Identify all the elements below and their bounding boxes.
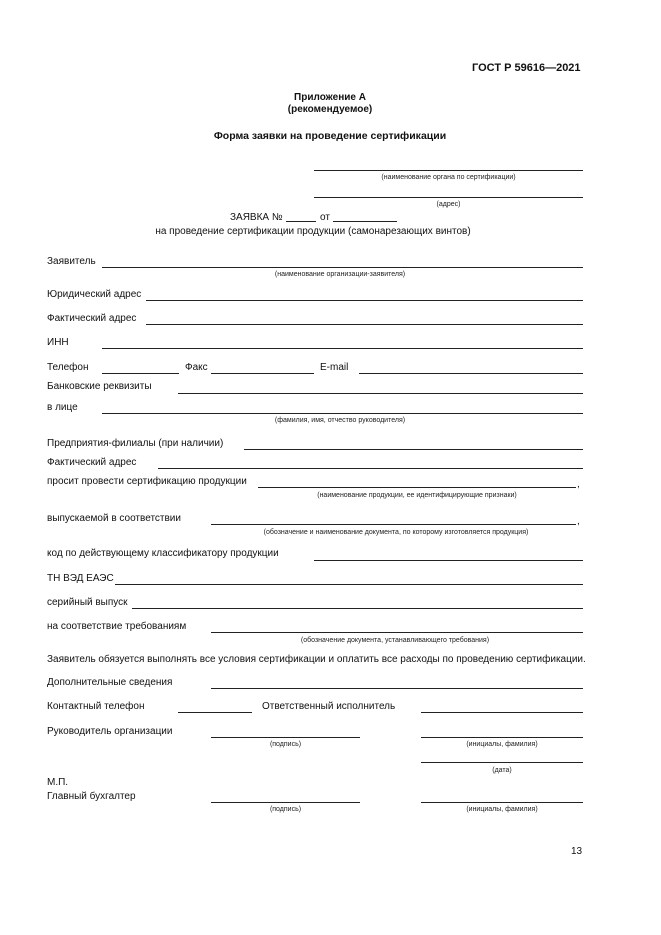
additional-label: Дополнительные сведения — [47, 677, 173, 688]
compliance-label: на соответствие требованиям — [47, 621, 187, 632]
application-no-line — [286, 221, 316, 222]
page-number: 13 — [571, 846, 583, 857]
additional-line — [211, 688, 583, 689]
accountant-signature-line — [211, 802, 360, 803]
contact-phone-label: Контактный телефон — [47, 701, 145, 712]
email-label: E-mail — [320, 362, 349, 373]
branches-line — [244, 449, 583, 450]
address-line — [314, 197, 583, 198]
tn-ved-line — [115, 584, 583, 585]
phone-label: Телефон — [47, 362, 89, 373]
accountant-signature-caption: (подпись) — [269, 806, 302, 813]
responsible-line — [421, 712, 583, 713]
bank-line — [178, 393, 583, 394]
made-per-label: выпускаемой в соответствии — [47, 513, 181, 524]
head-label: Руководитель организации — [47, 726, 173, 737]
person-line — [102, 413, 583, 414]
fax-line — [211, 373, 314, 374]
actual-address2-label: Фактический адрес — [47, 457, 137, 468]
application-no-label: ЗАЯВКА № — [230, 212, 283, 223]
application-purpose: на проведение сертификации продукции (самонарезающих винтов) — [155, 226, 471, 237]
branches-label: Предприятия-филиалы (при наличии) — [47, 438, 224, 449]
form-title: Форма заявки на проведение сертификации — [213, 130, 447, 142]
application-date-line — [333, 221, 397, 222]
accountant-initials-line — [421, 802, 583, 803]
fax-label: Факс — [185, 362, 208, 373]
application-date-label: от — [320, 212, 330, 223]
email-line — [359, 373, 583, 374]
head-initials-line — [421, 737, 583, 738]
standard-number: ГОСТ Р 59616—2021 — [472, 62, 581, 74]
serial-line — [132, 608, 583, 609]
address-caption: (адрес) — [436, 201, 461, 208]
request-caption: (наименование продукции, ее идентифицирующие признаки) — [317, 492, 517, 499]
compliance-line — [211, 632, 583, 633]
actual-address-label: Фактический адрес — [47, 313, 137, 324]
obligation-text: Заявитель обязуется выполнять все условия сертификации и оплатить все расходы по проведению сертификации. — [47, 654, 586, 665]
date-line — [421, 762, 583, 763]
date-caption: (дата) — [492, 767, 512, 774]
inn-line — [102, 348, 583, 349]
made-per-line — [211, 524, 576, 525]
responsible-label: Ответственный исполнитель — [262, 701, 396, 712]
tn-ved-label: ТН ВЭД ЕАЭС — [47, 573, 114, 584]
accountant-label: Главный бухгалтер — [47, 791, 136, 802]
bank-label: Банковские реквизиты — [47, 381, 152, 392]
head-signature-caption: (подпись) — [269, 741, 302, 748]
person-caption: (фамилия, имя, отчество руководителя) — [274, 417, 406, 424]
legal-address-label: Юридический адрес — [47, 289, 142, 300]
applicant-caption: (наименование организации-заявителя) — [274, 271, 406, 278]
head-initials-caption: (инициалы, фамилия) — [466, 741, 538, 748]
actual-address2-line — [158, 468, 583, 469]
organ-caption: (наименование органа по сертификации) — [381, 174, 516, 181]
applicant-line — [102, 267, 583, 268]
phone-line — [102, 373, 179, 374]
person-label: в лице — [47, 402, 78, 413]
appendix-title: Приложение А — [294, 92, 366, 103]
contact-phone-line — [178, 712, 252, 713]
legal-address-line — [146, 300, 583, 301]
code-line — [314, 560, 583, 561]
code-label: код по действующему классификатору продукции — [47, 548, 279, 559]
applicant-label: Заявитель — [47, 256, 96, 267]
inn-label: ИНН — [47, 337, 69, 348]
head-signature-line — [211, 737, 360, 738]
organ-line — [314, 170, 583, 171]
request-line — [258, 487, 576, 488]
seal-label: М.П. — [47, 777, 69, 788]
serial-label: серийный выпуск — [47, 597, 128, 608]
accountant-initials-caption: (инициалы, фамилия) — [466, 806, 538, 813]
made-per-caption: (обозначение и наименование документа, по которому изготовляется продукция) — [263, 529, 529, 536]
actual-address-line — [146, 324, 583, 325]
compliance-caption: (обозначение документа, устанавливающего требования) — [300, 637, 490, 644]
request-label: просит провести сертификацию продукции — [47, 476, 247, 487]
appendix-note: (рекомендуемое) — [287, 104, 373, 115]
